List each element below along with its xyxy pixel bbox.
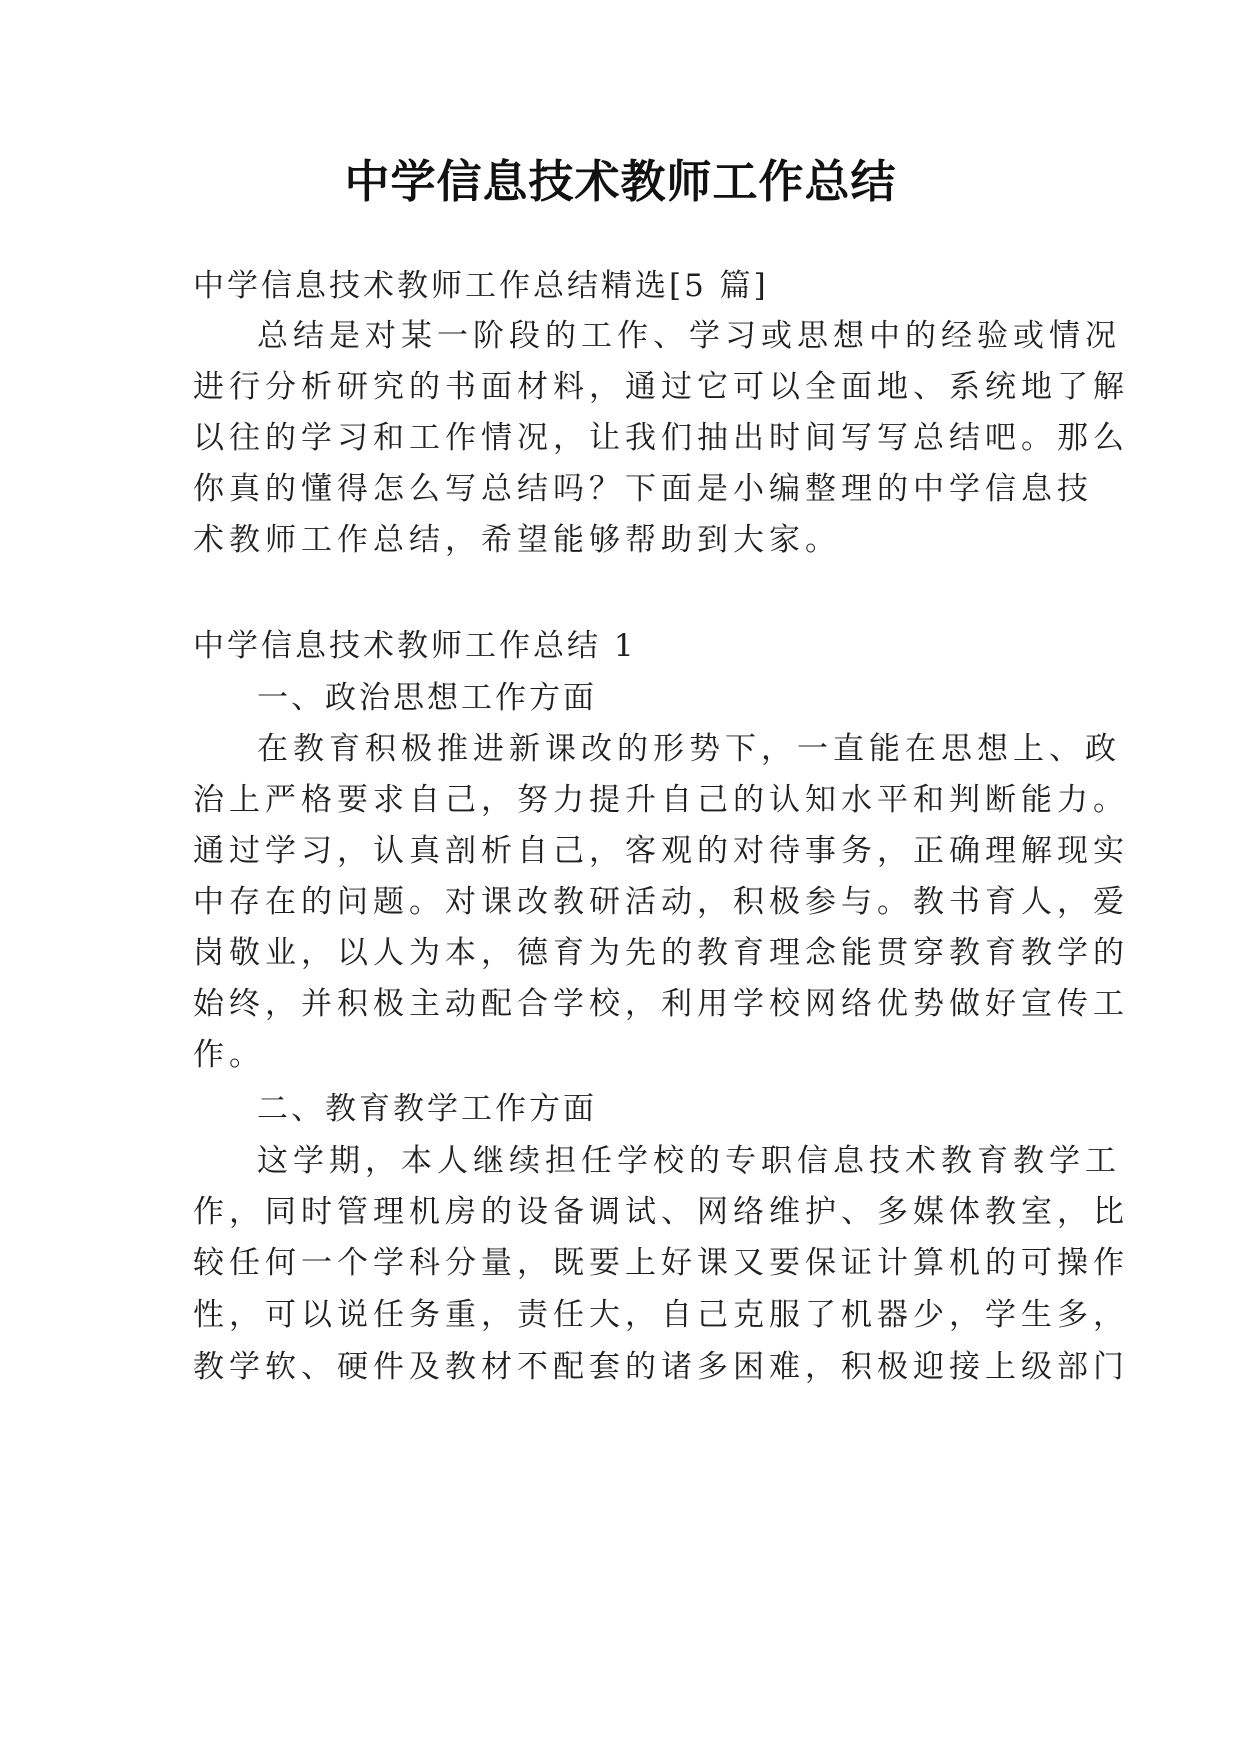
paragraph-line: 中存在的问题。对课改教研活动，积极参与。教书育人，爱	[193, 884, 1129, 920]
paragraph-line: 作，同时管理机房的设备调试、网络维护、多媒体教室，比	[193, 1194, 1129, 1230]
paragraph-line: 通过学习，认真剖析自己，客观的对待事务，正确理解现实	[193, 833, 1129, 869]
subtitle: 中学信息技术教师工作总结精选[5 篇]	[193, 268, 769, 304]
paragraph-line: 在教育积极推进新课改的形势下，一直能在思想上、政	[257, 731, 1121, 767]
section-heading: 中学信息技术教师工作总结 1	[193, 628, 637, 664]
paragraph-line: 较任何一个学科分量，既要上好课又要保证计算机的可操作	[193, 1245, 1129, 1281]
paragraph-line: 岗敬业，以人为本，德育为先的教育理念能贯穿教育教学的	[193, 935, 1129, 971]
subsection-heading: 一、政治思想工作方面	[257, 680, 597, 716]
document-title: 中学信息技术教师工作总结	[344, 155, 897, 208]
paragraph-line: 作。	[193, 1037, 265, 1073]
paragraph-line: 治上严格要求自己，努力提升自己的认知水平和判断能力。	[193, 782, 1129, 818]
intro-line: 术教师工作总结，希望能够帮助到大家。	[193, 522, 841, 558]
subsection-heading: 二、教育教学工作方面	[257, 1091, 597, 1127]
intro-line: 进行分析研究的书面材料，通过它可以全面地、系统地了解	[193, 369, 1129, 405]
intro-line: 以往的学习和工作情况，让我们抽出时间写写总结吧。那么	[193, 420, 1129, 456]
paragraph-line: 始终，并积极主动配合学校，利用学校网络优势做好宣传工	[193, 986, 1129, 1022]
paragraph-line: 这学期，本人继续担任学校的专职信息技术教育教学工	[257, 1143, 1121, 1179]
paragraph-line: 性，可以说任务重，责任大，自己克服了机器少，学生多，	[193, 1297, 1129, 1333]
intro-line: 总结是对某一阶段的工作、学习或思想中的经验或情况	[257, 318, 1121, 354]
paragraph-line: 教学软、硬件及教材不配套的诸多困难，积极迎接上级部门	[193, 1349, 1129, 1385]
intro-line: 你真的懂得怎么写总结吗？下面是小编整理的中学信息技	[193, 471, 1093, 507]
